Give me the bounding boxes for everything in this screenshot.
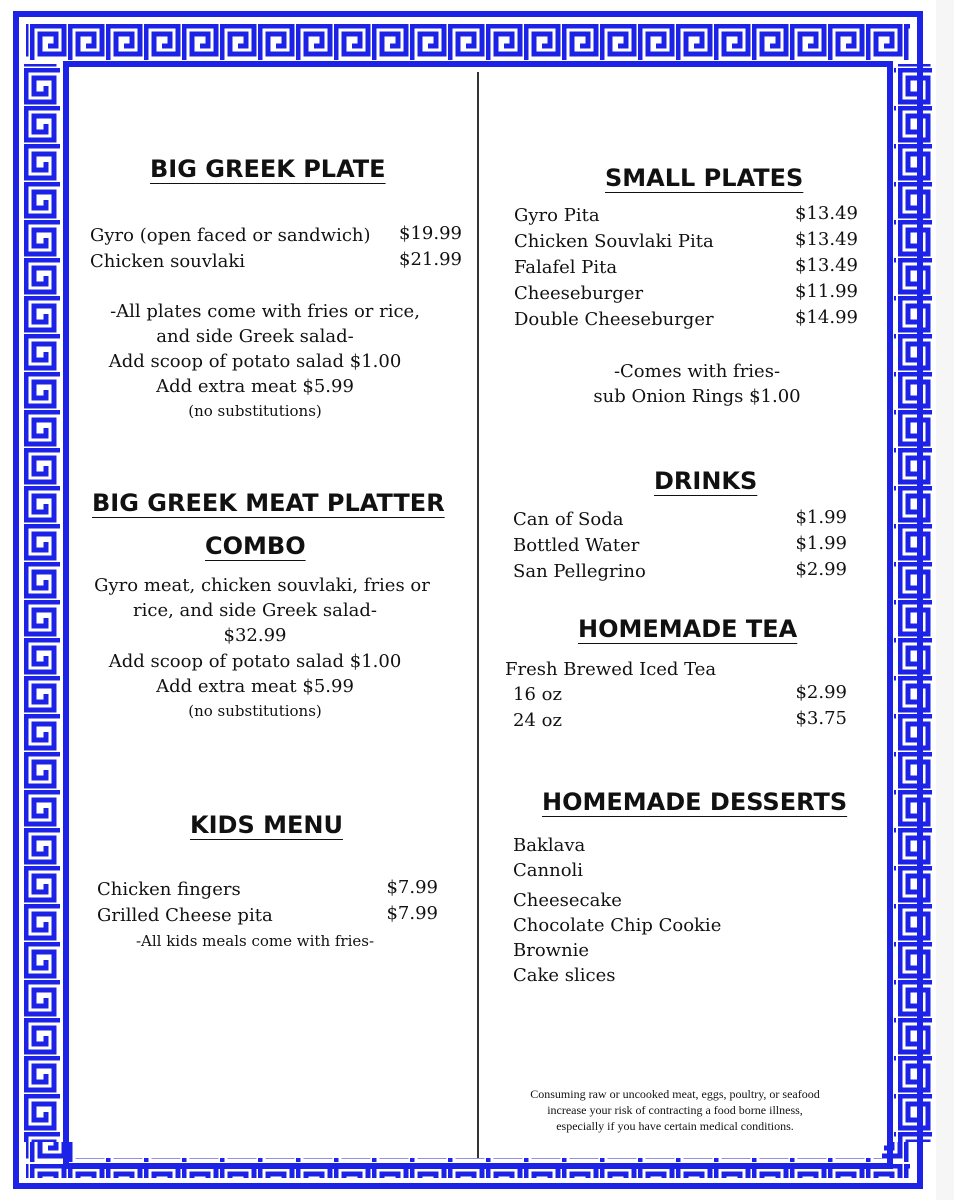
drink-price: $1.99	[795, 533, 847, 554]
dessert-item: Cheesecake	[513, 890, 622, 911]
drink-price: $2.99	[795, 559, 847, 580]
small-plate-name: Gyro Pita	[514, 205, 600, 226]
small-plate-price: $11.99	[795, 281, 858, 302]
small-plates-note: sub Onion Rings $1.00	[593, 386, 801, 407]
small-plate-price: $13.49	[795, 229, 858, 250]
plate-footnote: (no substitutions)	[188, 402, 322, 420]
plate-note: and side Greek salad-	[156, 326, 354, 347]
tea-size: 16 oz	[513, 684, 562, 705]
page-edge	[936, 0, 954, 1200]
meat-platter-title-combo: COMBO	[205, 532, 306, 560]
small-plate-price: $13.49	[795, 203, 858, 224]
meat-platter-title: BIG GREEK MEAT PLATTER	[92, 489, 445, 517]
food-safety-disclaimer	[495, 1086, 855, 1134]
plate-item-price: $21.99	[399, 249, 462, 270]
drink-name: Bottled Water	[513, 535, 640, 556]
plate-item-price: $19.99	[399, 223, 462, 244]
small-plates-note: -Comes with fries-	[613, 361, 781, 382]
tea-price: $2.99	[795, 682, 847, 703]
plate-item-name: Gyro (open faced or sandwich)	[90, 225, 371, 246]
platter-desc: Gyro meat, chicken souvlaki, fries or	[94, 575, 430, 596]
dessert-item: Cake slices	[513, 965, 616, 986]
tea-subtitle: Fresh Brewed Iced Tea	[505, 659, 717, 680]
plate-note: -All plates come with fries or rice,	[110, 301, 420, 322]
kids-item-name: Chicken fingers	[97, 879, 241, 900]
disclaimer-line: especially if you have certain medical conditions.	[556, 1119, 794, 1133]
plate-item-name: Chicken souvlaki	[90, 251, 246, 272]
platter-desc: Add extra meat $5.99	[156, 676, 354, 697]
drink-name: San Pellegrino	[513, 561, 646, 582]
kids-item-price: $7.99	[386, 903, 438, 924]
small-plate-price: $14.99	[795, 307, 858, 328]
plate-note: Add scoop of potato salad $1.00	[108, 351, 402, 372]
kids-item-name: Grilled Cheese pita	[97, 905, 273, 926]
tea-size: 24 oz	[513, 710, 562, 731]
dessert-item: Cannoli	[513, 860, 584, 881]
column-divider	[477, 72, 479, 1158]
drink-name: Can of Soda	[513, 509, 624, 530]
dessert-item: Baklava	[513, 835, 586, 856]
platter-price: $32.99	[223, 625, 287, 646]
small-plate-name: Double Cheeseburger	[514, 309, 714, 330]
kids-menu-title: KIDS MENU	[190, 811, 343, 839]
small-plate-name: Falafel Pita	[514, 257, 618, 278]
platter-desc: Add scoop of potato salad $1.00	[108, 651, 402, 672]
homemade-desserts-title: HOMEMADE DESSERTS	[542, 788, 848, 816]
small-plate-price: $13.49	[795, 255, 858, 276]
plate-note: Add extra meat $5.99	[156, 376, 354, 397]
drink-price: $1.99	[795, 507, 847, 528]
kids-item-price: $7.99	[386, 877, 438, 898]
disclaimer-line: Consuming raw or uncooked meat, eggs, poultry, or seafood	[530, 1087, 820, 1101]
disclaimer-line: increase your risk of contracting a food borne illness,	[547, 1103, 803, 1117]
kids-note: -All kids meals come with fries-	[135, 932, 375, 950]
tea-price: $3.75	[795, 708, 847, 729]
small-plates-title: SMALL PLATES	[605, 164, 804, 192]
platter-desc: rice, and side Greek salad-	[133, 600, 377, 621]
small-plate-name: Cheeseburger	[514, 283, 644, 304]
dessert-item: Chocolate Chip Cookie	[513, 915, 722, 936]
homemade-tea-title: HOMEMADE TEA	[578, 615, 798, 643]
big-greek-plate-title: BIG GREEK PLATE	[150, 155, 386, 183]
dessert-item: Brownie	[513, 940, 590, 961]
small-plate-name: Chicken Souvlaki Pita	[514, 231, 714, 252]
drinks-title: DRINKS	[654, 467, 758, 495]
platter-footnote: (no substitutions)	[188, 702, 322, 720]
